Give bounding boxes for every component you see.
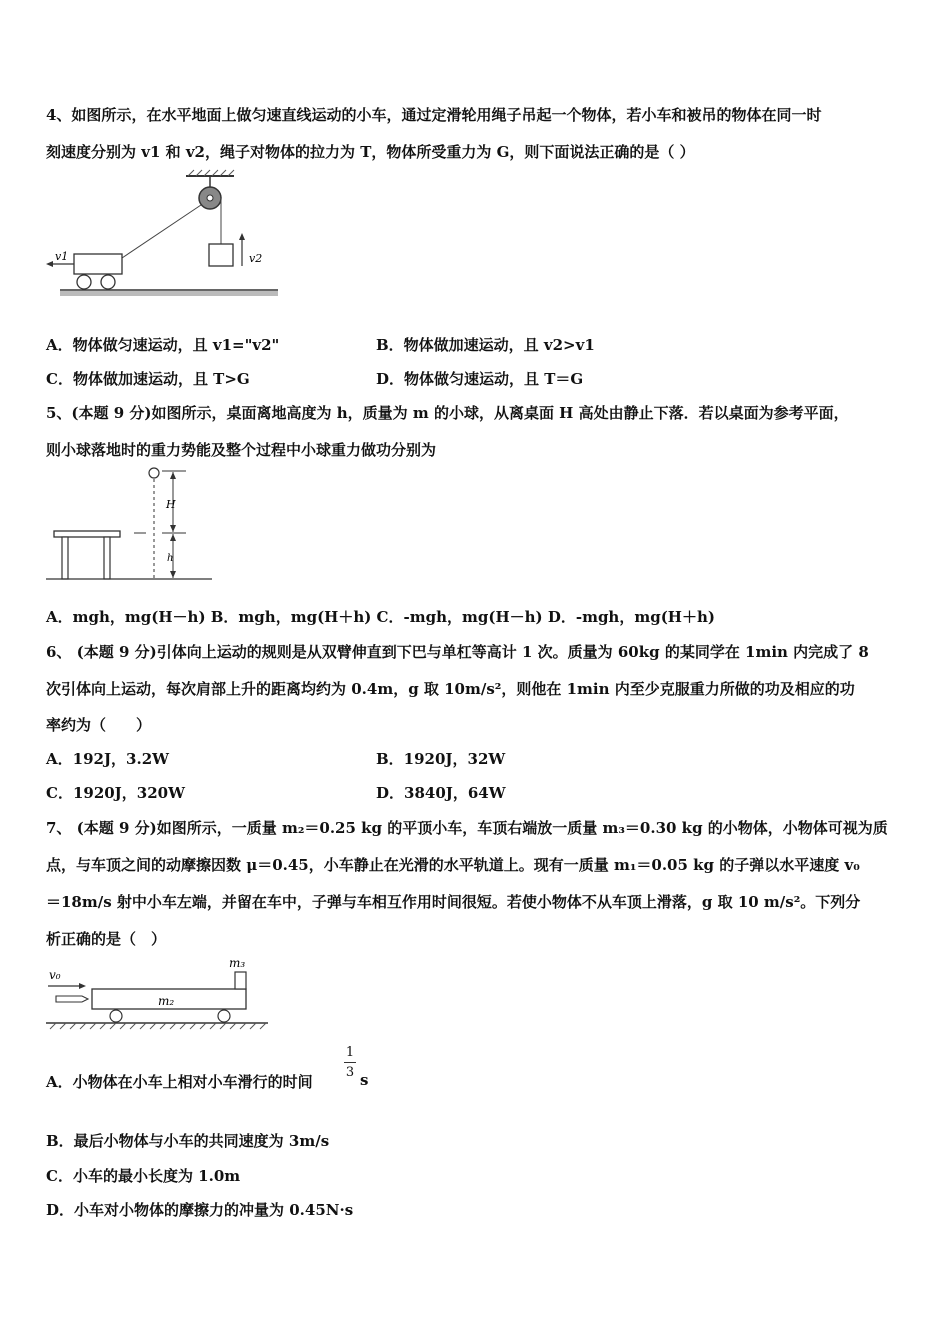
q6-stem-line2: 次引体向上运动，每次肩部上升的距离均约为 0.4m，g 取 10m/s²，则他在 1min 内至少克服重力所做的功及相应的功 xyxy=(46,680,855,698)
q7-option-a: A．小物体在小车上相对小车滑行的时间 xyxy=(46,1073,313,1091)
block-m3 xyxy=(235,972,246,989)
table xyxy=(54,531,120,537)
H-label: H xyxy=(166,498,176,511)
q7-option-a-unit: s xyxy=(360,1071,369,1089)
q7-stem-line4: 析正确的是（ ） xyxy=(46,930,167,948)
q6-stem-line1: 6、 (本题 9 分)引体向上运动的规则是从双臂伸直到下巴与单杠等高计 1 次。质量为 60kg 的某同学在 1min 内完成了 8 xyxy=(46,643,869,661)
q4-option-d: D．物体做匀速运动，且 T＝G xyxy=(376,370,584,388)
v2-label: v2 xyxy=(249,252,263,265)
h-label: h xyxy=(167,553,174,564)
q7-bullet-cart-figure xyxy=(46,952,270,1034)
hanging-block xyxy=(209,244,233,266)
v0-label: v₀ xyxy=(49,968,61,982)
q6-option-c: C．1920J，320W xyxy=(46,784,185,802)
q7-option-c: C．小车的最小长度为 1.0m xyxy=(46,1167,241,1185)
cart xyxy=(74,254,122,274)
q6-stem-line3: 率约为（ ） xyxy=(46,716,152,734)
q7-stem-line3: ＝18m/s 射中小车左端，并留在车中，子弹与车相互作用时间很短。若使小物体不从车顶上滑落，g 取 10 m/s²。下列分 xyxy=(46,893,861,911)
q5-table-ball-figure xyxy=(46,464,218,586)
m3-label: m₃ xyxy=(229,956,246,970)
fraction-numerator: 1 xyxy=(345,1045,355,1060)
q5-stem-line2: 则小球落地时的重力势能及整个过程中小球重力做功分别为 xyxy=(46,441,437,459)
q7-option-d: D．小车对小物体的摩擦力的冲量为 0.45N·s xyxy=(46,1201,354,1219)
q4-stem-line1: 4、如图所示，在水平地面上做匀速直线运动的小车，通过定滑轮用绳子吊起一个物体，若小车和被吊的物体在同一时 xyxy=(46,106,822,124)
q7-option-b: B．最后小物体与小车的共同速度为 3m/s xyxy=(46,1132,330,1150)
q5-options: A．mgh，mg(H－h) B．mgh，mg(H＋h) C．-mgh，mg(H－h) D．-mgh，mg(H＋h) xyxy=(46,608,715,626)
q7-stem-line2: 点，与车顶之间的动摩擦因数 μ＝0.45，小车静止在光滑的水平轨道上。现有一质量 m₁＝0.05 kg 的子弹以水平速度 v₀ xyxy=(46,856,860,874)
q5-stem-line1: 5、(本题 9 分)如图所示，桌面离地高度为 h，质量为 m 的小球，从离桌面 H 高处由静止下落．若以桌面为参考平面， xyxy=(46,404,849,422)
bullet xyxy=(56,996,88,1002)
q6-option-a: A．192J，3.2W xyxy=(46,750,169,768)
ball xyxy=(149,468,159,478)
q4-pulley-cart-figure xyxy=(46,168,286,303)
q7-stem-line1: 7、 (本题 9 分)如图所示，一质量 m₂＝0.25 kg 的平顶小车，车顶右端放一质量 m₃＝0.30 kg 的小物体，小物体可视为质 xyxy=(46,819,888,837)
q4-stem-line2: 刻速度分别为 v1 和 v2，绳子对物体的拉力为 T，物体所受重力为 G，则下面说法正确的是（ ） xyxy=(46,143,695,161)
q4-option-b: B．物体做加速运动，且 v2>v1 xyxy=(376,336,595,354)
q4-option-a: A．物体做匀速运动，且 v1="v2" xyxy=(46,336,280,354)
fraction-denominator: 3 xyxy=(345,1065,355,1080)
q6-option-d: D．3840J，64W xyxy=(376,784,506,802)
q7-option-a-fraction xyxy=(344,1045,356,1080)
q6-option-b: B．1920J，32W xyxy=(376,750,506,768)
m2-label: m₂ xyxy=(158,994,175,1008)
v1-label: v1 xyxy=(55,250,69,263)
q4-option-c: C．物体做加速运动，且 T>G xyxy=(46,370,250,388)
